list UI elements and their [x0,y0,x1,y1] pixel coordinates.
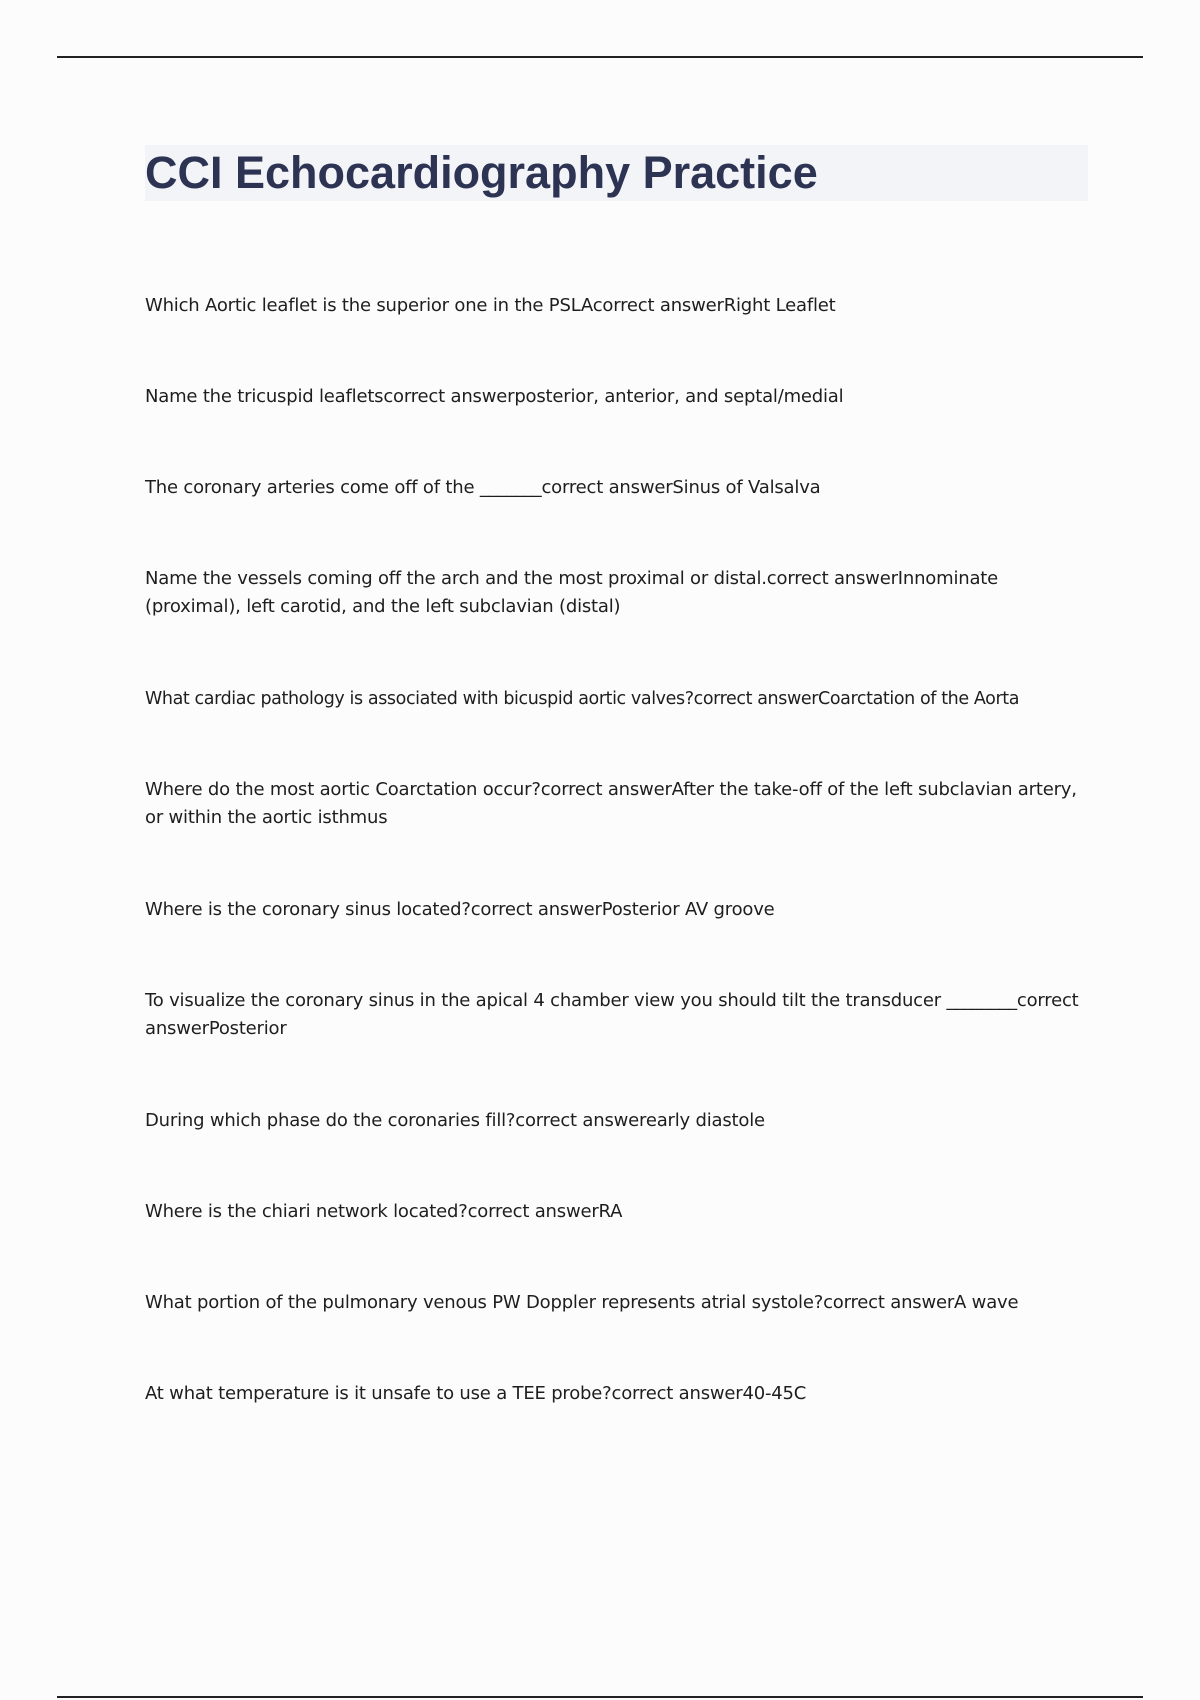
qa-list [145,292,1085,1471]
qa-item: What cardiac pathology is associated with bicuspid aortic valves?correct answerCoarctation of the Aorta [145,689,1020,709]
top-rule [57,56,1143,58]
qa-item: Name the tricuspid leafletscorrect answerposterior, anterior, and septal/medial [145,386,844,407]
qa-item: Where is the chiari network located?correct answerRA [145,1201,623,1222]
qa-item: What portion of the pulmonary venous PW Doppler represents atrial systole?correct answerA wave [145,1292,1019,1313]
qa-item: During which phase do the coronaries fill?correct answerearly diastole [145,1110,765,1131]
document-title: CCI Echocardiography Practice [145,147,818,198]
qa-item: At what temperature is it unsafe to use a TEE probe?correct answer40-45C [145,1383,807,1404]
qa-item: Name the vessels coming off the arch and the most proximal or distal.correct answerInnominate (proximal), left carotid, and the left subclavian (distal) [145,568,999,617]
qa-item: To visualize the coronary sinus in the apical 4 chamber view you should tilt the transducer ________correct answerPosterior [145,990,1079,1039]
qa-item: Where is the coronary sinus located?correct answerPosterior AV groove [145,899,775,920]
qa-item: Where do the most aortic Coarctation occur?correct answerAfter the take-off of the left subclavian artery, or within the aortic isthmus [145,779,1077,828]
qa-item: The coronary arteries come off of the _______correct answerSinus of Valsalva [145,477,821,498]
bottom-rule [57,1696,1143,1698]
qa-item: Which Aortic leaflet is the superior one in the PSLAcorrect answerRight Leaflet [145,295,836,316]
